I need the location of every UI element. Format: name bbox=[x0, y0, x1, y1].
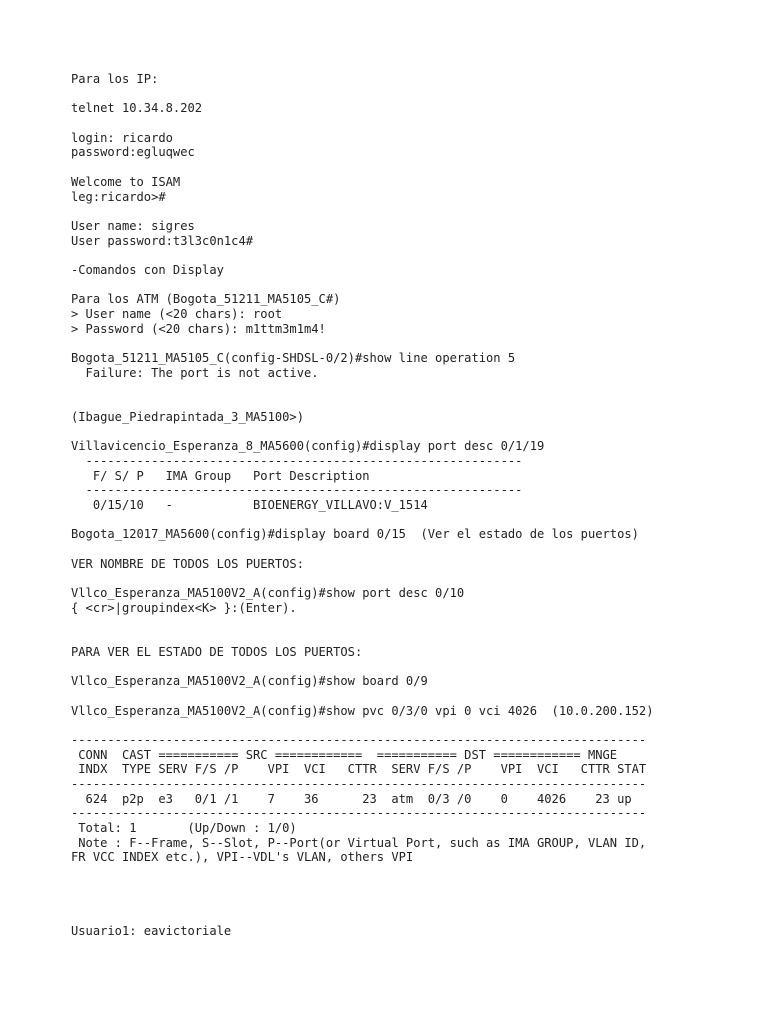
text-line: Para los IP: bbox=[71, 72, 159, 86]
text-line: ------------------------------------------------------------ bbox=[71, 453, 523, 468]
text-line: Vllco_Esperanza_MA5100V2_A(config)#show port desc 0/10 bbox=[71, 586, 465, 601]
document-body bbox=[71, 72, 761, 939]
text-line: ------------------------------------------------------------------------------- bbox=[71, 806, 647, 821]
blank-line bbox=[71, 336, 761, 351]
blank-line bbox=[71, 865, 761, 880]
text-line: password:egluqwec bbox=[71, 145, 195, 160]
text-line: F/ S/ P IMA Group Port Description bbox=[71, 468, 370, 483]
blank-line bbox=[71, 689, 761, 704]
text-line: Vllco_Esperanza_MA5100V2_A(config)#show pvc 0/3/0 vpi 0 vci 4026 (10.0.200.152) bbox=[71, 703, 654, 718]
text-line: telnet 10.34.8.202 bbox=[71, 101, 203, 116]
text-line: ------------------------------------------------------------ bbox=[71, 483, 523, 498]
blank-line bbox=[71, 160, 761, 175]
text-line: Para los ATM (Bogota_51211_MA5105_C#) bbox=[71, 292, 341, 307]
text-line: Failure: The port is not active. bbox=[71, 365, 319, 380]
blank-line bbox=[71, 571, 761, 586]
blank-line bbox=[71, 380, 761, 395]
blank-line bbox=[71, 880, 761, 895]
text-line: FR VCC INDEX etc.), VPI--VDL's VLAN, others VPI bbox=[71, 850, 414, 865]
text-line: ------------------------------------------------------------------------------- bbox=[71, 732, 647, 747]
blank-line bbox=[71, 513, 761, 528]
text-line: 624 p2p e3 0/1 /1 7 36 23 atm 0/3 /0 0 4026 23 up bbox=[71, 791, 632, 806]
blank-line bbox=[71, 248, 761, 263]
blank-line bbox=[71, 909, 761, 924]
text-line: -Comandos con Display bbox=[71, 262, 224, 277]
text-line: Usuario1: eavictoriale bbox=[71, 923, 232, 938]
text-line: User name: sigres bbox=[71, 218, 195, 233]
blank-line bbox=[71, 660, 761, 675]
text-line: Welcome to ISAM bbox=[71, 174, 181, 189]
text-line: Bogota_12017_MA5600(config)#display board 0/15 (Ver el estado de los puertos) bbox=[71, 527, 639, 542]
text-line: { <cr>|groupindex<K> }:(Enter). bbox=[71, 600, 297, 615]
blank-line bbox=[71, 615, 761, 630]
blank-line bbox=[71, 718, 761, 733]
blank-line bbox=[71, 278, 761, 293]
text-line: Total: 1 (Up/Down : 1/0) bbox=[71, 821, 297, 836]
blank-line bbox=[71, 395, 761, 410]
text-line: CONN CAST =========== SRC ============ =========== DST ============ MNGE bbox=[71, 747, 618, 762]
blank-line bbox=[71, 895, 761, 910]
text-line: login: ricardo bbox=[71, 130, 173, 145]
text-line: Villavicencio_Esperanza_8_MA5600(config)#display port desc 0/1/19 bbox=[71, 439, 545, 454]
text-line: (Ibague_Piedrapintada_3_MA5100>) bbox=[71, 409, 304, 424]
text-line: Note : F--Frame, S--Slot, P--Port(or Virtual Port, such as IMA GROUP, VLAN ID, bbox=[71, 835, 647, 850]
text-line: > Password (<20 chars): m1ttm3m1m4! bbox=[71, 321, 326, 336]
text-line: VER NOMBRE DE TODOS LOS PUERTOS: bbox=[71, 556, 304, 571]
blank-line bbox=[71, 116, 761, 131]
text-line: Vllco_Esperanza_MA5100V2_A(config)#show board 0/9 bbox=[71, 674, 428, 689]
blank-line bbox=[71, 542, 761, 557]
text-line: Bogota_51211_MA5105_C(config-SHDSL-0/2)#show line operation 5 bbox=[71, 351, 516, 366]
blank-line bbox=[71, 204, 761, 219]
blank-line bbox=[71, 630, 761, 645]
text-line: 0/15/10 - BIOENERGY_VILLAVO:V_1514 bbox=[71, 497, 428, 512]
text-line: INDX TYPE SERV F/S /P VPI VCI CTTR SERV F/S /P VPI VCI CTTR STAT bbox=[71, 762, 647, 777]
blank-line bbox=[71, 87, 761, 102]
text-line: > User name (<20 chars): root bbox=[71, 307, 283, 321]
text-line: ------------------------------------------------------------------------------- bbox=[71, 777, 647, 791]
blank-line bbox=[71, 425, 761, 440]
text-line: PARA VER EL ESTADO DE TODOS LOS PUERTOS: bbox=[71, 644, 363, 659]
text-line: User password:t3l3c0n1c4# bbox=[71, 233, 254, 248]
text-line: leg:ricardo># bbox=[71, 189, 166, 204]
